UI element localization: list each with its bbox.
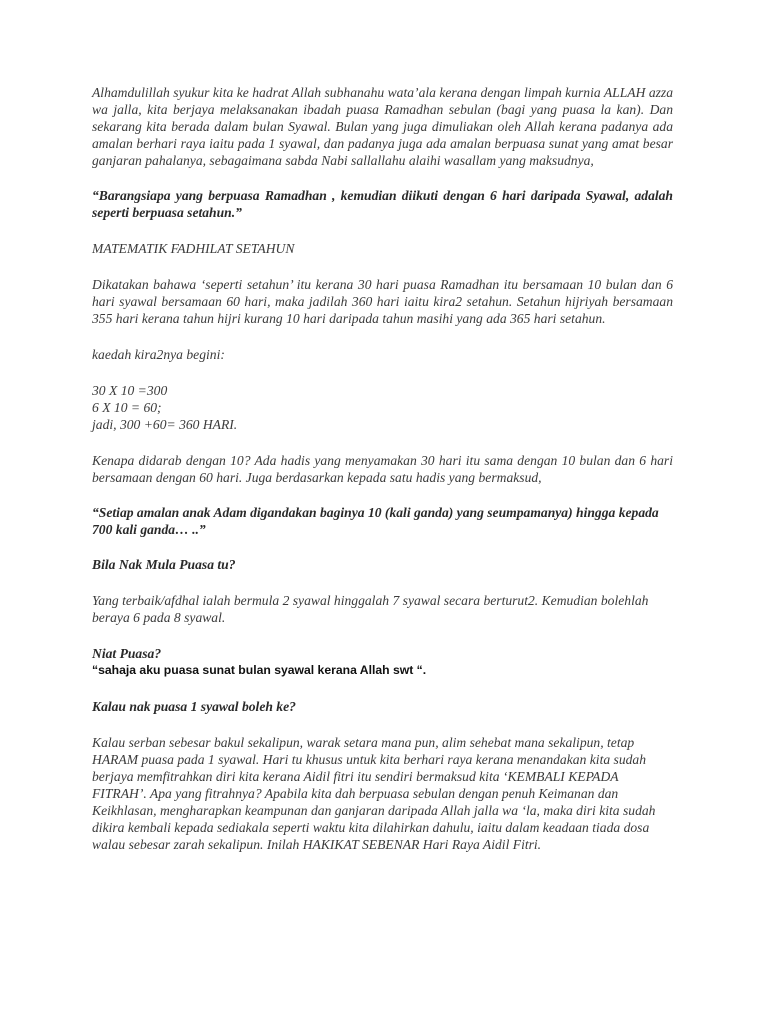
calculation-line-1: 30 X 10 =300	[92, 383, 168, 398]
answer-niat: “sahaja aku puasa sunat bulan syawal kerana Allah swt “.	[92, 663, 427, 677]
hadith-quote-2: “Setiap amalan anak Adam digandakan baginya 10 (kali ganda) yang seumpamanya) hingga kepada 700 kali ganda… ..”	[92, 505, 659, 537]
section-heading-math: MATEMATIK FADHILAT SETAHUN	[92, 241, 295, 256]
question-niat: Niat Puasa?	[92, 646, 162, 661]
method-line: kaedah kira2nya begini:	[92, 347, 225, 362]
hadith-quote-1: “Barangsiapa yang berpuasa Ramadhan , kemudian diikuti dengan 6 hari daripada Syawal, adalah seperti berpuasa setahun.”	[92, 188, 673, 220]
question-first-syawal: Kalau nak puasa 1 syawal boleh ke?	[92, 699, 296, 714]
document-page	[92, 84, 673, 853]
intro-paragraph: Alhamdulillah syukur kita ke hadrat Allah subhanahu wata’ala kerana dengan limpah kurnia ALLAH azza wa jalla, kita berjaya melaksanakan ibadah puasa Ramadhan sebulan (bagi yang puasa la kan). Dan sekarang kita berada dalam bulan Syawal. Bulan yang juga dimuliakan oleh Allah kerana padanya ada amalan berhari raya iaitu pada 1 syawal, dan padanya juga ada amalan berpuasa sunat yang amat besar ganjaran pahalanya, sebagaimana sabda Nabi sallallahu alaihi wasallam yang maksudnya,	[92, 85, 673, 168]
explanation-paragraph: Dikatakan bahawa ‘seperti setahun’ itu kerana 30 hari puasa Ramadhan itu bersamaan 10 bulan dan 6 hari syawal bersamaan 60 hari, maka jadilah 360 hari iaitu kira2 setahun. Setahun hijriyah bersamaan 355 hari kerana tahun hijri kurang 10 hari daripada tahun masihi yang ada 365 hari setahun.	[92, 277, 673, 326]
calculation-line-3: jadi, 300 +60= 360 HARI.	[92, 417, 238, 432]
calculation-line-2: 6 X 10 = 60;	[92, 400, 162, 415]
answer-start: Yang terbaik/afdhal ialah bermula 2 syawal hinggalah 7 syawal secara berturut2. Kemudian bolehlah beraya 6 pada 8 syawal.	[92, 593, 649, 625]
why-paragraph: Kenapa didarab dengan 10? Ada hadis yang menyamakan 30 hari itu sama dengan 10 bulan dan 6 hari bersamaan dengan 60 hari. Juga berdasarkan kepada satu hadis yang bermaksud,	[92, 453, 673, 485]
question-start: Bila Nak Mula Puasa tu?	[92, 557, 236, 572]
answer-first-syawal: Kalau serban sebesar bakul sekalipun, warak setara mana pun, alim sehebat mana sekalipun, tetap HARAM puasa pada 1 syawal. Hari tu khusus untuk kita berhari raya kerana menandakan kita sudah berjaya memfitrahkan diri kita kerana Aidil fitri itu sendiri bermaksud kita ‘KEMBALI KEPADA FITRAH’. Apa yang fitrahnya? Apabila kita dah berpuasa sebulan dengan penuh Keimanan dan Keikhlasan, mengharapkan keampunan dan ganjaran daripada Allah jalla wa ‘la, maka diri kita sudah dikira kembali kepada sediakala seperti waktu kita dilahirkan dahulu, iaitu dalam keadaan tiada dosa walau sebesar zarah sekalipun. Inilah HAKIKAT SEBENAR Hari Raya Aidil Fitri.	[92, 735, 656, 852]
